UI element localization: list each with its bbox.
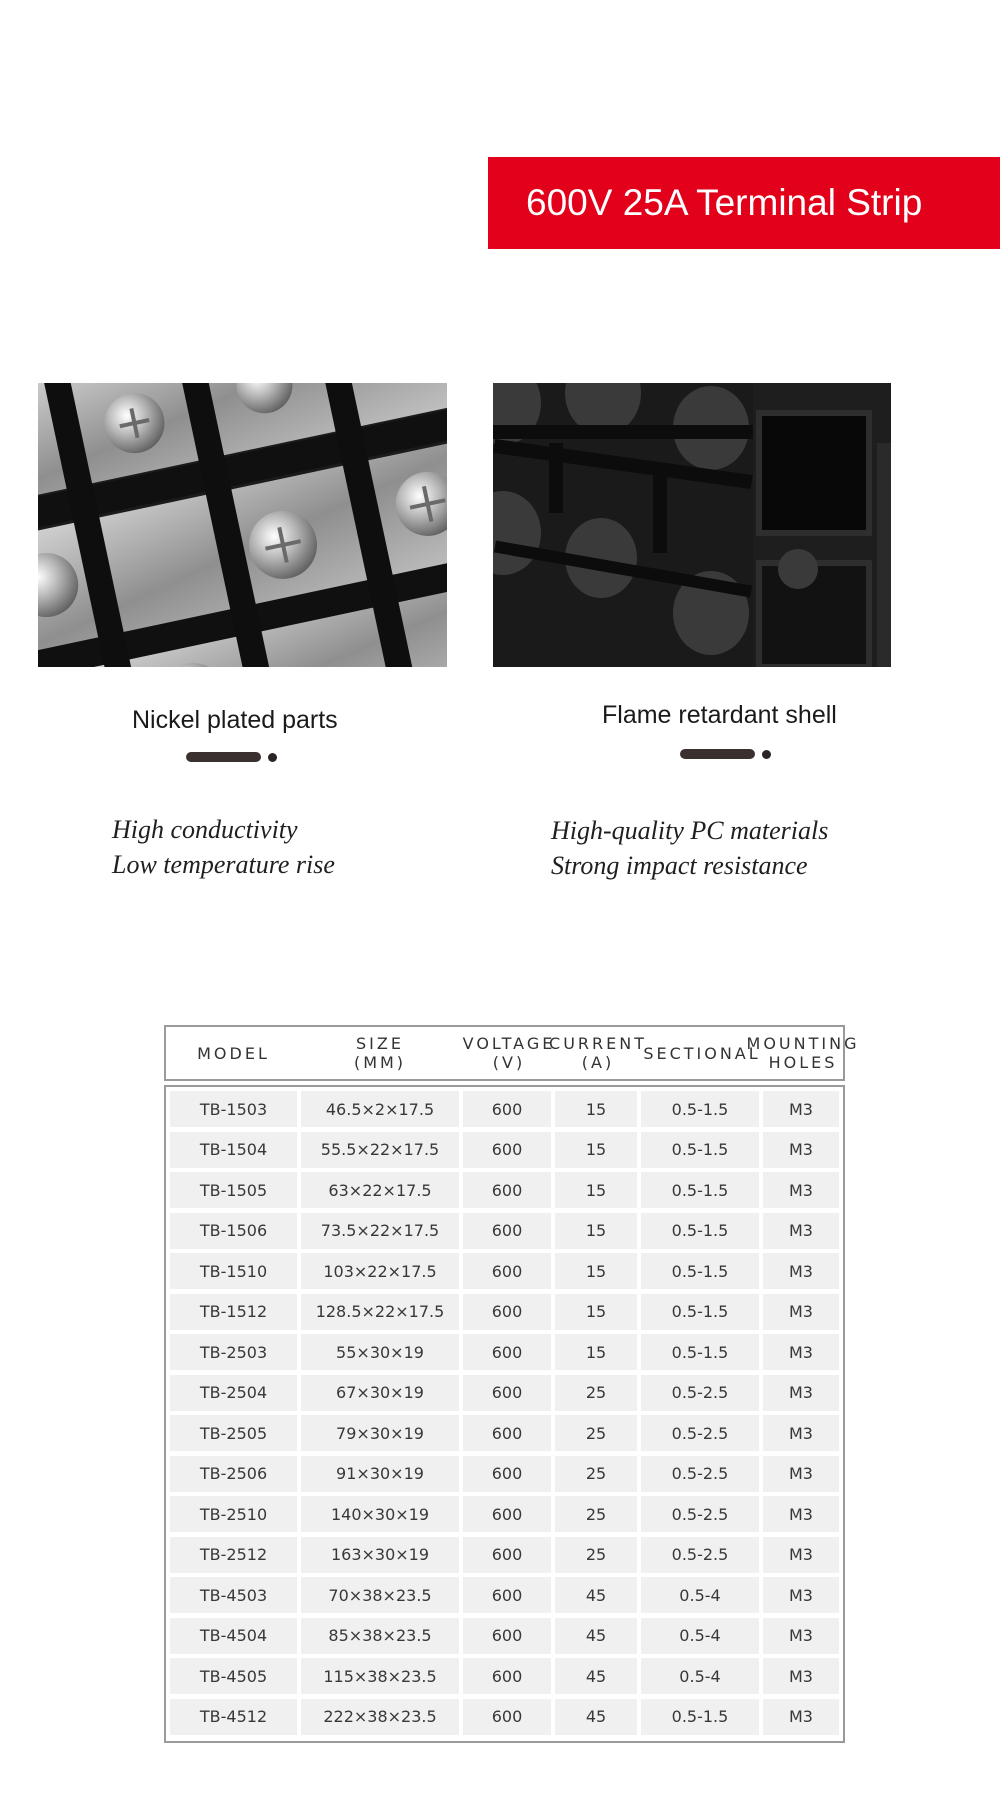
cell-mounting: M3 — [763, 1294, 839, 1330]
cell-current: 15 — [555, 1213, 637, 1249]
cell-mounting: M3 — [763, 1334, 839, 1370]
cell-current: 45 — [555, 1658, 637, 1694]
cell-sectional: 0.5-1.5 — [641, 1699, 759, 1735]
cell-model: TB-2506 — [170, 1456, 297, 1492]
cell-model: TB-2504 — [170, 1375, 297, 1411]
cell-sectional: 0.5-1.5 — [641, 1091, 759, 1127]
cell-current: 15 — [555, 1132, 637, 1168]
cell-size: 140×30×19 — [301, 1496, 459, 1532]
cell-mounting: M3 — [763, 1132, 839, 1168]
feature-desc-line: Low temperature rise — [112, 850, 335, 879]
cell-voltage: 600 — [463, 1577, 551, 1613]
cell-model: TB-1510 — [170, 1253, 297, 1289]
cell-current: 25 — [555, 1456, 637, 1492]
cell-sectional: 0.5-4 — [641, 1618, 759, 1654]
cell-size: 70×38×23.5 — [301, 1577, 459, 1613]
header-voltage-line1: VOLTAGE — [462, 1034, 556, 1053]
cell-current: 15 — [555, 1091, 637, 1127]
cell-mounting: M3 — [763, 1496, 839, 1532]
cell-size: 73.5×22×17.5 — [301, 1213, 459, 1249]
feature-desc-line: High conductivity — [112, 815, 298, 844]
cell-model: TB-1504 — [170, 1132, 297, 1168]
cell-sectional: 0.5-2.5 — [641, 1375, 759, 1411]
cell-voltage: 600 — [463, 1415, 551, 1451]
cell-mounting: M3 — [763, 1415, 839, 1451]
cell-sectional: 0.5-2.5 — [641, 1496, 759, 1532]
cell-model: TB-2503 — [170, 1334, 297, 1370]
divider-dot — [762, 750, 771, 759]
cell-model: TB-4503 — [170, 1577, 297, 1613]
cell-size: 79×30×19 — [301, 1415, 459, 1451]
cell-voltage: 600 — [463, 1253, 551, 1289]
cell-sectional: 0.5-4 — [641, 1658, 759, 1694]
cell-voltage: 600 — [463, 1456, 551, 1492]
cell-sectional: 0.5-1.5 — [641, 1132, 759, 1168]
cell-current: 25 — [555, 1375, 637, 1411]
cell-model: TB-2510 — [170, 1496, 297, 1532]
cell-size: 85×38×23.5 — [301, 1618, 459, 1654]
cell-model: TB-1512 — [170, 1294, 297, 1330]
feature-desc-shell — [551, 813, 828, 883]
cell-voltage: 600 — [463, 1618, 551, 1654]
feature-title-shell: Flame retardant shell — [602, 701, 837, 729]
cell-voltage: 600 — [463, 1334, 551, 1370]
header-current-line1: CURRENT — [549, 1034, 647, 1053]
header-voltage-line2: (V) — [492, 1053, 526, 1072]
cell-mounting: M3 — [763, 1699, 839, 1735]
header-mounting-line1: MOUNTING — [746, 1034, 860, 1053]
cell-size: 55×30×19 — [301, 1334, 459, 1370]
cell-current: 15 — [555, 1172, 637, 1208]
feature-desc-line: High-quality PC materials — [551, 816, 829, 845]
feature-divider-left — [186, 752, 280, 762]
cell-mounting: M3 — [763, 1456, 839, 1492]
cell-model: TB-4505 — [170, 1658, 297, 1694]
cell-model: TB-2512 — [170, 1537, 297, 1573]
cell-size: 55.5×22×17.5 — [301, 1132, 459, 1168]
cell-voltage: 600 — [463, 1213, 551, 1249]
cell-size: 128.5×22×17.5 — [301, 1294, 459, 1330]
cell-current: 15 — [555, 1253, 637, 1289]
cell-voltage: 600 — [463, 1294, 551, 1330]
cell-size: 103×22×17.5 — [301, 1253, 459, 1289]
cell-voltage: 600 — [463, 1172, 551, 1208]
cell-sectional: 0.5-1.5 — [641, 1294, 759, 1330]
header-sectional-line1: SECTIONAL — [643, 1043, 761, 1063]
cell-sectional: 0.5-4 — [641, 1577, 759, 1613]
cell-voltage: 600 — [463, 1658, 551, 1694]
cell-mounting: M3 — [763, 1537, 839, 1573]
cell-current: 15 — [555, 1334, 637, 1370]
cell-mounting: M3 — [763, 1375, 839, 1411]
cell-size: 163×30×19 — [301, 1537, 459, 1573]
divider-bar — [680, 749, 755, 759]
cell-current: 25 — [555, 1496, 637, 1532]
header-mounting — [746, 1027, 860, 1079]
cell-size: 63×22×17.5 — [301, 1172, 459, 1208]
cell-voltage: 600 — [463, 1699, 551, 1735]
spec-table — [164, 1025, 860, 1743]
header-voltage — [463, 1027, 555, 1079]
header-current — [549, 1027, 647, 1079]
cell-current: 45 — [555, 1618, 637, 1654]
cell-voltage: 600 — [463, 1132, 551, 1168]
cell-voltage: 600 — [463, 1537, 551, 1573]
cell-voltage: 600 — [463, 1496, 551, 1532]
feature-desc-line: Strong impact resistance — [551, 851, 808, 880]
header-model — [170, 1027, 297, 1079]
cell-sectional: 0.5-1.5 — [641, 1213, 759, 1249]
header-model-line1: MODEL — [197, 1043, 270, 1063]
banner-title: 600V 25A Terminal Strip — [526, 182, 923, 223]
cell-sectional: 0.5-2.5 — [641, 1415, 759, 1451]
cell-size: 46.5×2×17.5 — [301, 1091, 459, 1127]
cell-mounting: M3 — [763, 1618, 839, 1654]
cell-current: 25 — [555, 1537, 637, 1573]
cell-sectional: 0.5-2.5 — [641, 1456, 759, 1492]
feature-divider-right — [680, 749, 774, 759]
cell-current: 25 — [555, 1415, 637, 1451]
header-size-line2: (MM) — [353, 1053, 407, 1072]
cell-model: TB-4504 — [170, 1618, 297, 1654]
spec-table-body — [164, 1085, 845, 1743]
nickel-parts-photo — [38, 383, 447, 667]
cell-model: TB-2505 — [170, 1415, 297, 1451]
cell-model: TB-4512 — [170, 1699, 297, 1735]
cell-sectional: 0.5-1.5 — [641, 1253, 759, 1289]
cell-size: 222×38×23.5 — [301, 1699, 459, 1735]
cell-mounting: M3 — [763, 1091, 839, 1127]
cell-current: 45 — [555, 1699, 637, 1735]
header-current-line2: (A) — [581, 1053, 615, 1072]
header-mounting-line2: HOLES — [768, 1053, 838, 1072]
cell-model: TB-1506 — [170, 1213, 297, 1249]
cell-size: 91×30×19 — [301, 1456, 459, 1492]
header-size — [297, 1027, 463, 1079]
cell-mounting: M3 — [763, 1213, 839, 1249]
cell-current: 15 — [555, 1294, 637, 1330]
divider-bar — [186, 752, 261, 762]
feature-title-nickel: Nickel plated parts — [132, 706, 338, 734]
feature-desc-nickel — [112, 812, 335, 882]
spec-table-header — [164, 1025, 860, 1081]
cell-size: 115×38×23.5 — [301, 1658, 459, 1694]
cell-mounting: M3 — [763, 1658, 839, 1694]
header-sectional — [641, 1027, 763, 1079]
cell-size: 67×30×19 — [301, 1375, 459, 1411]
cell-model: TB-1503 — [170, 1091, 297, 1127]
cell-sectional: 0.5-2.5 — [641, 1537, 759, 1573]
cell-voltage: 600 — [463, 1091, 551, 1127]
title-banner — [488, 157, 1000, 249]
header-size-line1: SIZE — [356, 1034, 404, 1053]
cell-sectional: 0.5-1.5 — [641, 1172, 759, 1208]
cell-voltage: 600 — [463, 1375, 551, 1411]
cell-mounting: M3 — [763, 1577, 839, 1613]
cell-model: TB-1505 — [170, 1172, 297, 1208]
cell-mounting: M3 — [763, 1172, 839, 1208]
cell-mounting: M3 — [763, 1253, 839, 1289]
cell-sectional: 0.5-1.5 — [641, 1334, 759, 1370]
cell-current: 45 — [555, 1577, 637, 1613]
divider-dot — [268, 753, 277, 762]
flame-shell-photo — [493, 383, 891, 667]
